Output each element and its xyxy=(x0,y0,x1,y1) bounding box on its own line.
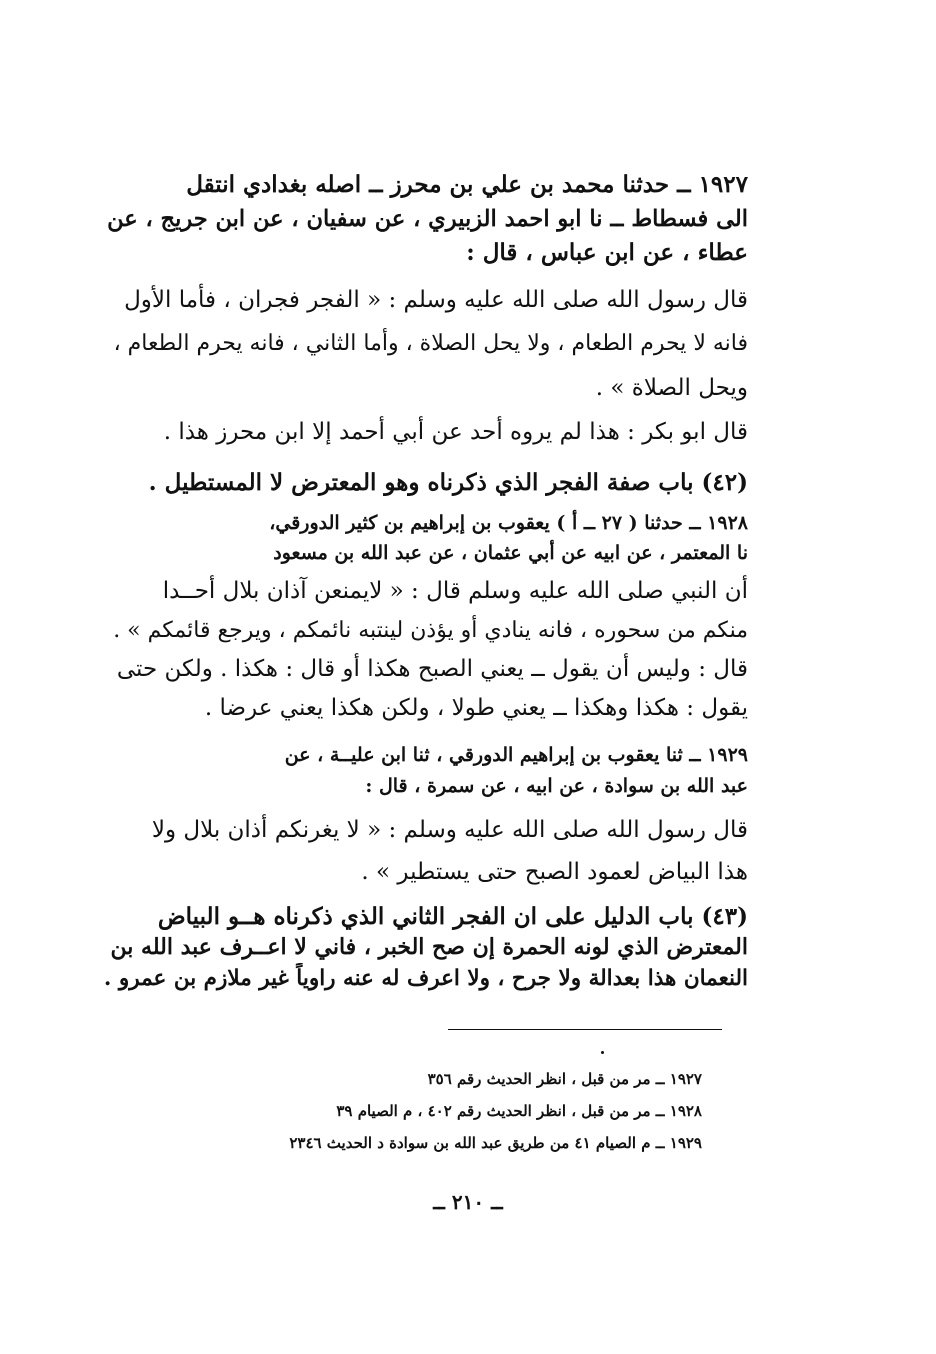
hadith-1927-matn xyxy=(100,278,748,410)
footnote-1927: ١٩٢٧ ــ مر من قبل ، انظر الحديث رقم ٣٥٦ xyxy=(427,1070,702,1088)
footnote-1928: ١٩٢٨ ــ مر من قبل ، انظر الحديث رقم ٤٠٢ ، م الصيام ٣٩ xyxy=(336,1102,702,1120)
text-line: ١٩٢٨ ــ حدثنا ( ٢٧ ــ أ ) يعقوب بن إبراهيم بن كثير الدورقي، xyxy=(269,512,748,534)
text-line: ١٩٢٧ ــ حدثنا محمد بن علي بن محرز ــ اصله بغدادي انتقل xyxy=(186,171,748,198)
hadith-1929-matn xyxy=(100,809,748,893)
text-line: نا المعتمر ، عن ابيه عن أبي عثمان ، عن عبد الله بن مسعود xyxy=(273,542,748,564)
text-line: الى فسطاط ــ نا ابو احمد الزبيري ، عن سفيان ، عن ابن جريج ، عن xyxy=(107,206,748,232)
hadith-1928-isnad xyxy=(100,508,748,568)
text-line: قال رسول الله صلى الله عليه وسلم : « لا يغرنكم أذان بلال ولا xyxy=(151,817,748,843)
text-line: قال : وليس أن يقول ــ يعني الصبح هكذا أو قال : هكذا . ولكن حتى xyxy=(116,656,748,682)
text-line: ١٩٢٩ ــ ثنا يعقوب بن إبراهيم الدورقي ، ثنا ابن عليــة ، عن xyxy=(284,744,748,766)
chapter-heading-43 xyxy=(100,901,748,994)
text-line: منكم من سحوره ، فانه ينادي أو يؤذن لينتبه نائمكم ، ويرجع قائمكم » . xyxy=(113,618,748,643)
text-line: فانه لا يحرم الطعام ، ولا يحل الصلاة ، وأما الثاني ، فانه يحرم الطعام ، xyxy=(113,331,748,356)
text-line: قال ابو بكر : هذا لم يروه أحد عن أبي أحمد إلا ابن محرز هذا . xyxy=(163,419,748,445)
text-line: قال رسول الله صلى الله عليه وسلم : « الفجر فجران ، فأما الأول xyxy=(124,287,748,313)
chapter-heading-42 xyxy=(100,463,748,503)
text-line: يقول : هكذا وهكذا ــ يعني طولا ، ولكن هكذا يعني عرضا . xyxy=(204,695,748,721)
footnote-1929: ١٩٢٩ ــ م الصيام ٤١ من طريق عبد الله بن سوادة د الحديث ٢٣٤٦ xyxy=(289,1134,702,1152)
page-number: ــ ٢١٠ ــ xyxy=(433,1190,503,1214)
text-line: ويحل الصلاة » . xyxy=(595,375,748,401)
abubakr-comment xyxy=(100,412,748,452)
text-line: عطاء ، عن ابن عباس ، قال : xyxy=(466,239,748,266)
footnote-separator xyxy=(448,1029,722,1030)
text-line: عبد الله بن سوادة ، عن ابيه ، عن سمرة ، قال : xyxy=(365,775,748,797)
hadith-1928-matn xyxy=(100,572,748,728)
text-line: أن النبي صلى الله عليه وسلم قال : « لايمنعن آذان بلال أحــدا xyxy=(162,578,748,604)
separator-dot xyxy=(601,1051,604,1054)
text-line: هذا البياض لعمود الصبح حتى يستطير » . xyxy=(361,859,748,885)
hadith-1927-isnad xyxy=(100,168,748,270)
text-line: (٤٣) باب الدليل على ان الفجر الثاني الذي ذكرناه هــو البياض xyxy=(157,903,748,930)
text-line: (٤٢) باب صفة الفجر الذي ذكرناه وهو المعترض لا المستطيل . xyxy=(148,469,748,496)
text-line: النعمان هذا بعدالة ولا جرح ، ولا اعرف له عنه راوياً غير ملازم بن عمرو . xyxy=(103,966,748,991)
hadith-1929-isnad xyxy=(100,740,748,802)
text-line: المعترض الذي لونه الحمرة إن صح الخبر ، فاني لا اعــرف عبد الله بن xyxy=(110,934,748,960)
